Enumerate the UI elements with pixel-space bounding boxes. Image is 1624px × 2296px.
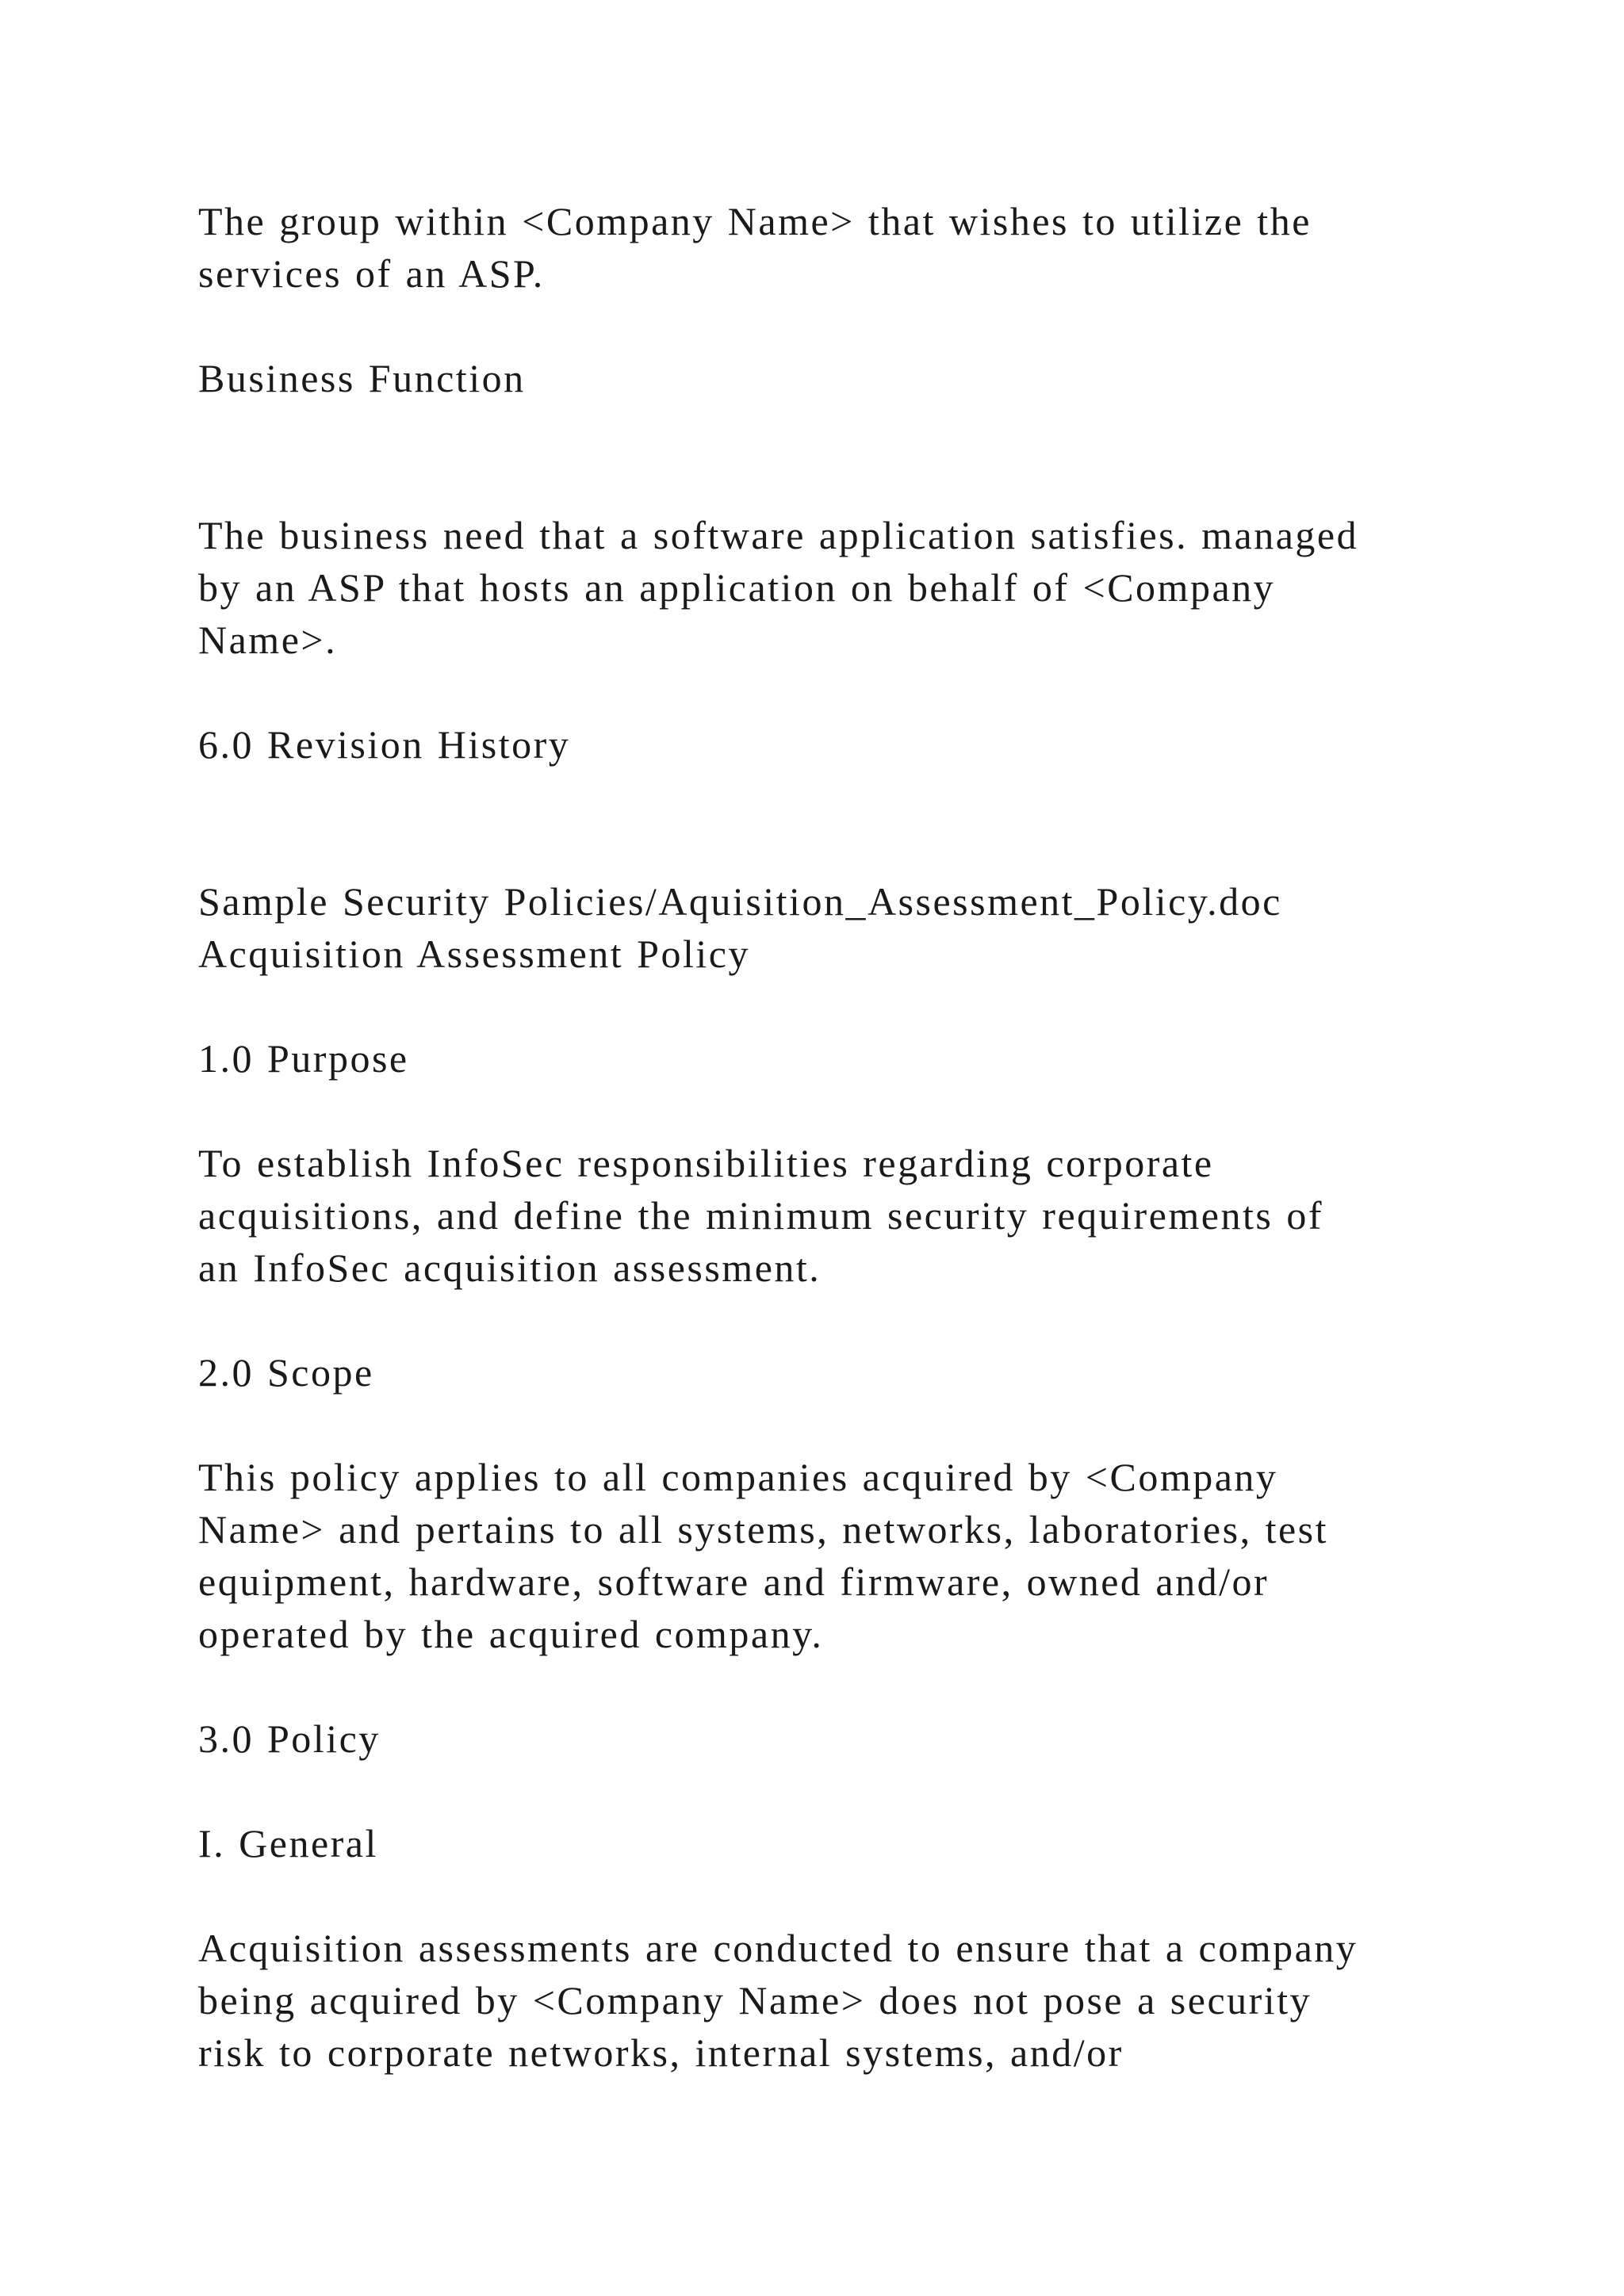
text-line: risk to corporate networks, internal systems, and/or (198, 2030, 1124, 2075)
text-line: an InfoSec acquisition assessment. (198, 1246, 822, 1290)
heading-policy: 3.0 Policy (198, 1716, 381, 1761)
text-line: The business need that a software application satisfies. managed (198, 513, 1359, 557)
text-line: being acquired by <Company Name> does not pose a security (198, 1978, 1312, 2022)
paragraph-purpose (198, 1137, 1467, 1294)
text-line: The group within <Company Name> that wishes to utilize the (198, 199, 1312, 243)
text-line: Name> and pertains to all systems, networks, laboratories, test (198, 1507, 1329, 1552)
document-title: Acquisition Assessment Policy (198, 932, 750, 976)
document-body (198, 195, 1467, 2079)
text-line: To establish InfoSec responsibilities regarding corporate (198, 1141, 1214, 1185)
heading-revision-history: 6.0 Revision History (198, 722, 571, 767)
paragraph-general (198, 1922, 1467, 2079)
text-line: operated by the acquired company. (198, 1612, 824, 1656)
text-line: This policy applies to all companies acquired by <Company (198, 1455, 1278, 1499)
heading-scope: 2.0 Scope (198, 1350, 374, 1395)
file-path-and-title (198, 875, 1467, 980)
paragraph-scope (198, 1451, 1467, 1660)
paragraph-business-need (198, 509, 1467, 666)
text-line: services of an ASP. (198, 251, 545, 296)
text-line: equipment, hardware, software and firmware, owned and/or (198, 1559, 1270, 1604)
paragraph-asp-group (198, 195, 1467, 300)
text-line: acquisitions, and define the minimum security requirements of (198, 1193, 1323, 1238)
text-line: Name>. (198, 618, 338, 662)
file-path: Sample Security Policies/Aquisition_Assessment_Policy.doc (198, 879, 1282, 924)
heading-business-function: Business Function (198, 356, 526, 400)
heading-purpose: 1.0 Purpose (198, 1036, 409, 1081)
text-line: by an ASP that hosts an application on behalf of <Company (198, 565, 1276, 610)
heading-general: I. General (198, 1821, 378, 1866)
text-line: Acquisition assessments are conducted to ensure that a company (198, 1926, 1358, 1970)
